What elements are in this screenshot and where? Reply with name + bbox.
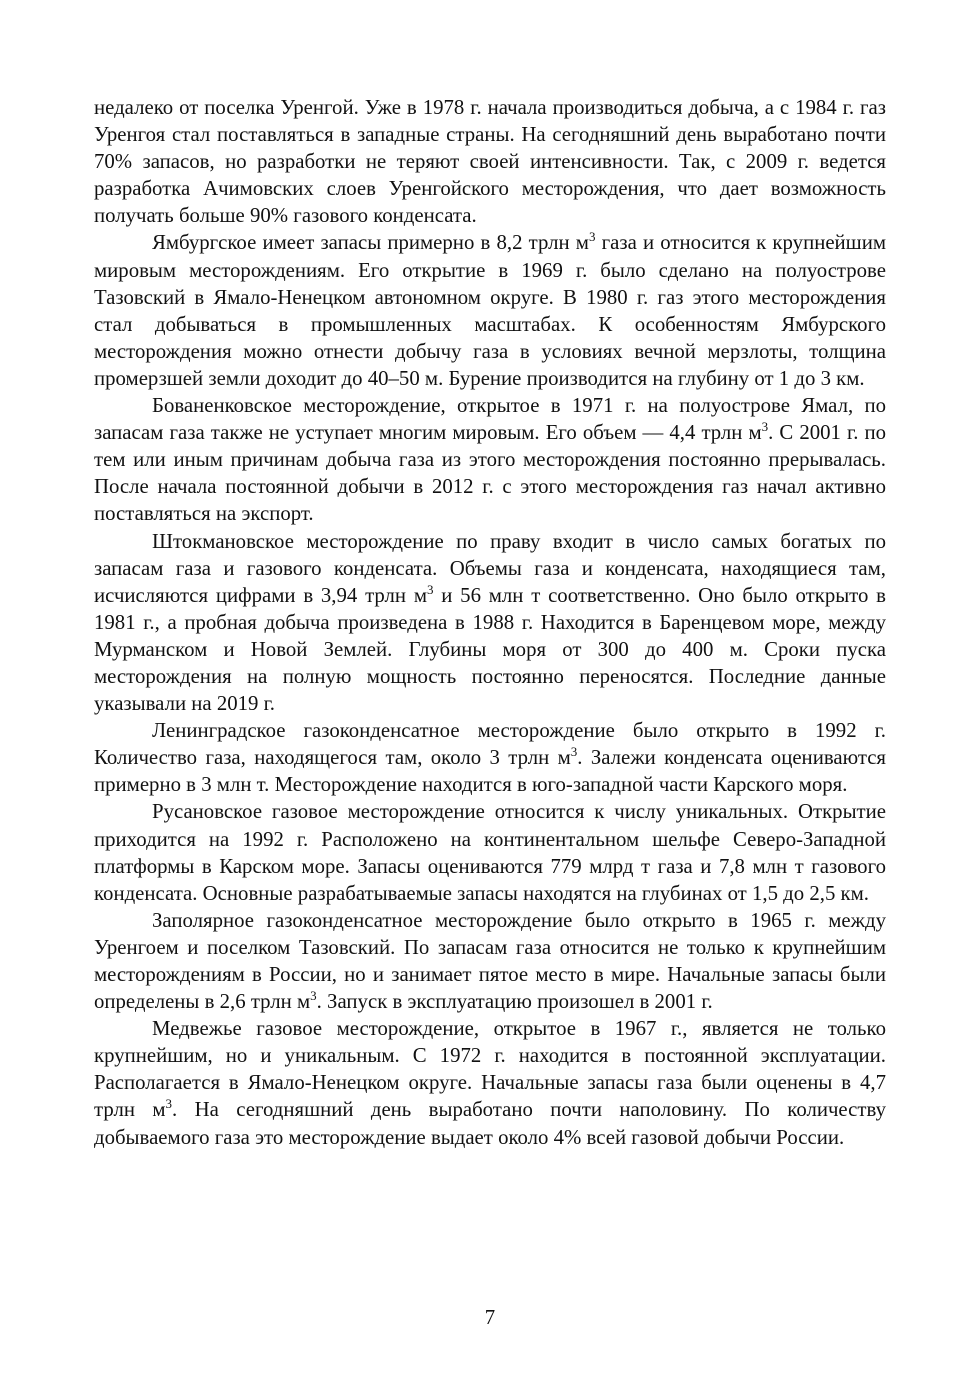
paragraph-text: . На сегодняшний день выработано почти наполовину. По количеству добываемого газа это месторождение выдает около 4% всей газовой добычи России. — [94, 1098, 886, 1149]
paragraph-text: газа и относится к крупнейшим мировым месторождениям. Его открытие в 1969 г. было сделано на полуострове Тазовский в Ямало-Ненецком автономном округе. В 1980 г. газ этого месторождения стал добываться в промышленных масштабах. К особенностям Ямбурского месторождения можно отнести добычу газа в условиях вечной мерзлоты, толщина промерзшей земли доходит до 40–50 м. Бурение производится на глубину от 1 до 3 км. — [94, 231, 886, 390]
superscript: 3 — [165, 1096, 173, 1112]
paragraph-text: недалеко от поселка Уренгой. Уже в 1978 г. начала производиться добыча, а с 1984 г. газ Уренгоя стал поставляться в западные страны. На сегодняшний день выработано почти 70% запасов, но разработки не теряют своей интенсивности. Так, с 2009 г. ведется разработка Ачимовских слоев Уренгойского месторождения, что дает возможность получать больше 90% газового конденсата. — [94, 96, 886, 228]
paragraph-zapolyarnoye — [94, 907, 886, 1015]
superscript: 3 — [310, 988, 317, 1004]
paragraph-leningradskoye — [94, 717, 886, 798]
paragraph-medvezhye — [94, 1015, 886, 1150]
paragraph-text: и 56 млн т соответственно. Оно было открыто в 1981 г., а пробная добыча произведена в 1988 г. Находится в Баренцевом море, между Мурманском и Новой Землей. Глубины моря от 300 до 400 м. Сроки пуска месторождения на полную мощность постоянно переносятся. Последние данные указывали на 2019 г. — [94, 583, 886, 716]
paragraph-text: Штокмановское месторождение по праву входит в число самых богатых по запасам газа и газового конденсата. Объемы газа и конденсата, находящиеся там, исчисляются цифрами в 3,94 трлн м — [94, 529, 886, 607]
superscript: 3 — [427, 581, 434, 597]
paragraph-urengoy-continued — [94, 94, 886, 229]
paragraph-text: Заполярное газоконденсатное месторождение было открыто в 1965 г. между Уренгоем и поселком Тазовский. По запасам газа относится не только к крупнейшим месторождениям в России, но и занимает пятое место в мире. Начальные запасы были определены в 2,6 трлн м — [94, 908, 886, 1014]
paragraph-text: Ленинградское газоконденсатное месторождение было открыто в 1992 г. Количество газа, находящегося там, около 3 трлн м — [94, 719, 886, 770]
body-text — [94, 94, 886, 1151]
paragraph-rusanovskoye — [94, 798, 886, 906]
page-number: 7 — [484, 1306, 496, 1329]
paragraph-text: Бованенковское месторождение, открытое в 1971 г. на полуострове Ямал, по запасам газа также не уступает многим мировым. Его объем — 4,4 трлн м — [94, 394, 886, 445]
paragraph-text: Русановское газовое месторождение относится к числу уникальных. Открытие приходится на 1992 г. Расположено на континентальном шельфе Северо-Западной платформы в Карском море. Запасы оцениваются 779 млрд т газа и 7,8 млн т газового конденсата. Основные разрабатываемые запасы находятся на глубинах от 1,5 до 2,5 км. — [94, 800, 886, 905]
paragraph-bovanenkovo — [94, 392, 886, 527]
paragraph-yamburg — [94, 229, 886, 392]
superscript: 3 — [570, 744, 578, 760]
superscript: 3 — [588, 229, 596, 245]
paragraph-text: . Залежи конденсата оцениваются примерно в 3 млн т. Месторождение находится в юго-западной части Карского моря. — [94, 746, 886, 797]
superscript: 3 — [761, 419, 769, 435]
paragraph-text: Ямбургское имеет запасы примерно в 8,2 трлн м — [152, 231, 589, 255]
paragraph-shtokman — [94, 528, 886, 718]
paragraph-text: Медвежье газовое месторождение, открытое в 1967 г., является не только крупнейшим, но и уникальным. С 1972 г. находится в постоянной эксплуатации. Располагается в Ямало-Ненецком округе. Начальные запасы газа были оценены в 4,7 трлн м — [94, 1017, 886, 1122]
paragraph-text: . Запуск в эксплуатацию произошел в 2001 г. — [316, 990, 713, 1014]
paragraph-text: . С 2001 г. по тем или иным причинам добыча газа из этого месторождения постоянно прерывалась. После начала постоянной добычи в 2012 г. с этого месторождения газ начал активно поставляться на экспорт. — [94, 421, 886, 526]
